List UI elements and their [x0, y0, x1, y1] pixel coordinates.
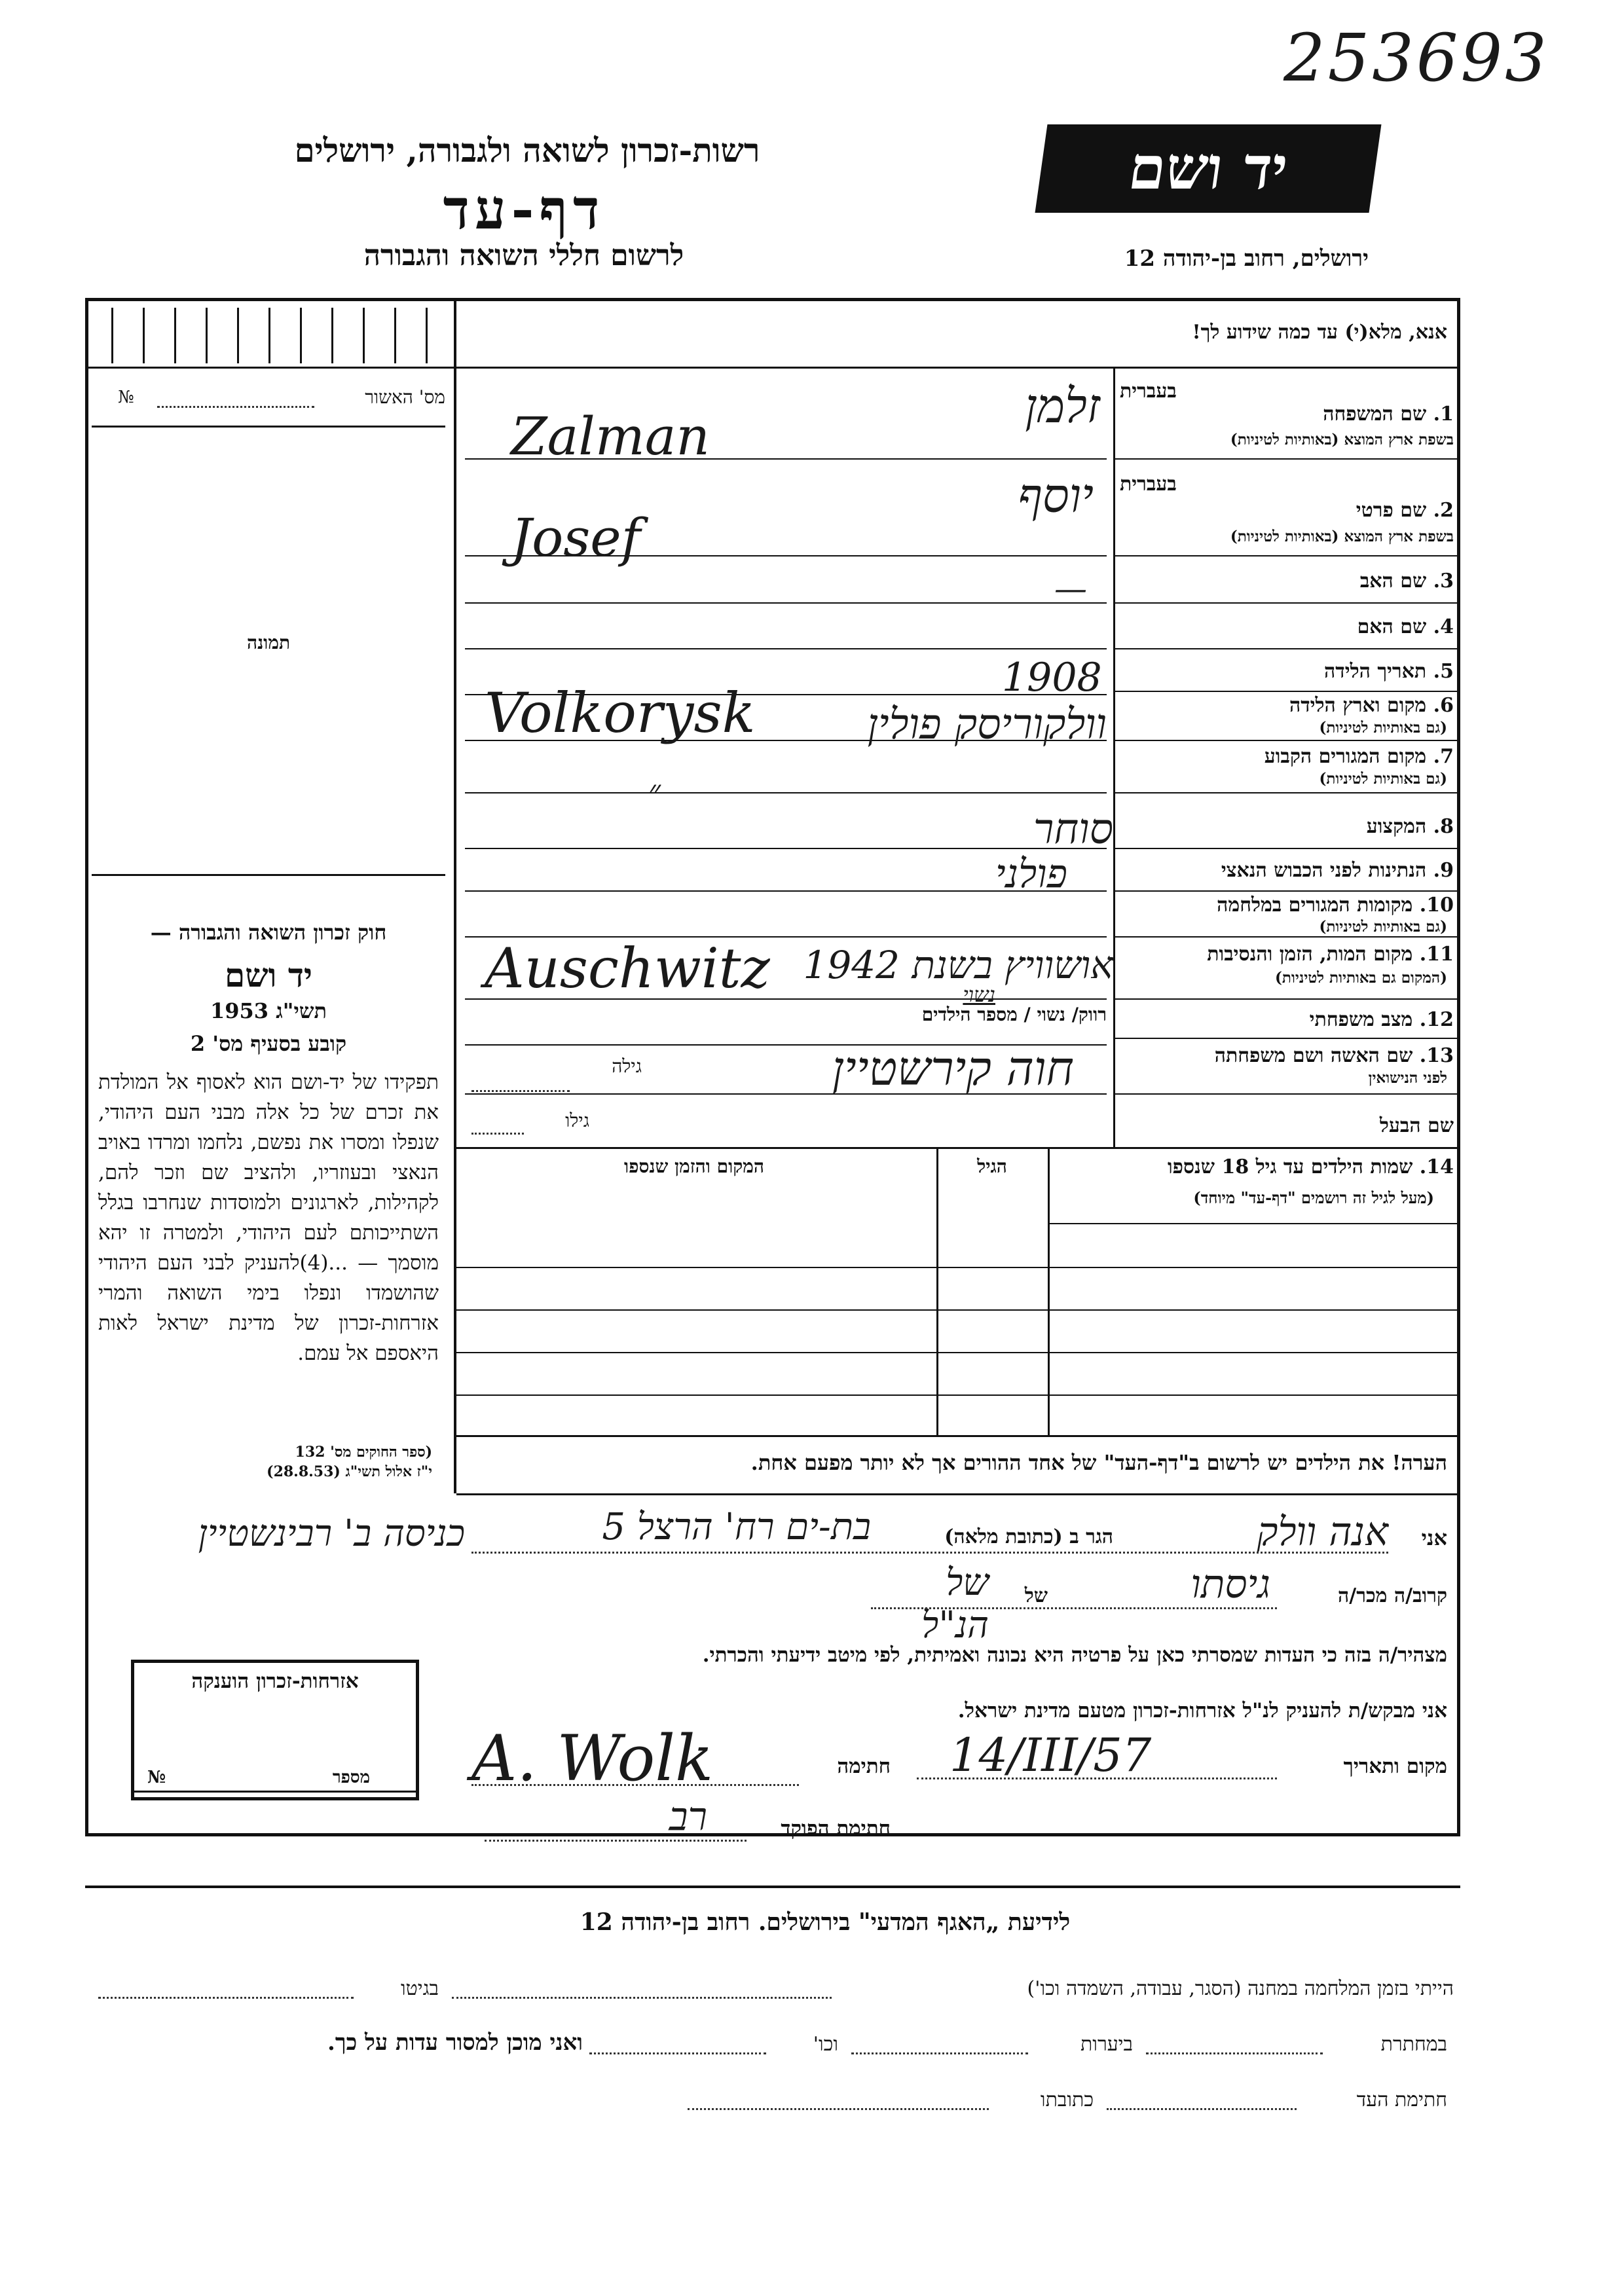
authority-title: רשות-זכרון לשואה ולגבורה, ירושלים — [294, 131, 760, 170]
header-address: ירושלים, רחוב בן-יהודה 12 — [1124, 246, 1369, 272]
place-date-label: מקום ותאריך — [1343, 1755, 1447, 1778]
official-signature: רב — [669, 1794, 707, 1840]
instructions: אנא, מלא(י) עד כמה שידוע לך! — [1192, 321, 1447, 344]
field-1-sub: בשפת ארץ המוצא (באותיות לטיניות) — [1230, 431, 1454, 448]
field-3-label: 3. שם האב — [1359, 570, 1454, 592]
declaration-date: 14/III/57 — [950, 1728, 1152, 1782]
firstname-latin: Josef — [511, 507, 641, 568]
request: אני מבקש/ת להעניק לנ"ל אזרחות-זכרון מטעם מדינת ישראל. — [957, 1699, 1447, 1722]
footer-etc: וכו' — [813, 2033, 838, 2056]
death-place-latin: Auschwitz — [485, 936, 770, 1000]
children-subtitle: (מעל לגיל זה רושמים "דף-עד" מיוחד) — [1193, 1188, 1434, 1207]
citizenship-box-title: אזרחות-זכרון הוענקה — [191, 1669, 359, 1693]
declarant-relation: גיסתו — [1190, 1561, 1270, 1607]
resides-label: הגר ב (כתובת מלאה) — [944, 1525, 1113, 1548]
citizenship-number-sign: № — [147, 1768, 166, 1787]
field-2-sub: בשפת ארץ המוצא (באותיות לטיניות) — [1230, 528, 1454, 545]
children-place-header: המקום והזמן שנספו — [624, 1156, 764, 1177]
field-6-sub: (גם באותיות לטיניות) — [1319, 719, 1447, 737]
law-clause: קובע בסעיף מס' 2 — [190, 1031, 347, 1056]
witness-address-label: כתובתו — [1040, 2088, 1094, 2111]
surname-latin: Zalman — [511, 406, 710, 467]
firstname-hebrew: יוסף — [1018, 468, 1094, 523]
field-1-label: 1. שם המשפחה — [1323, 403, 1454, 426]
field-4-label: 4. שם האם — [1357, 615, 1454, 638]
approval-grid — [111, 308, 439, 363]
field-2-label: 2. שם פרטי — [1356, 499, 1454, 522]
husband-age-label: גילו — [565, 1110, 589, 1131]
law-name: יד ושם — [225, 956, 312, 994]
signature-label: חתימה — [837, 1755, 891, 1778]
citizenship-number-label: מספר — [332, 1768, 370, 1787]
marital-status-mark: נשוי — [963, 982, 995, 1007]
statement: מצהיר/ה בזה כי העדות שמסרתי כאן על פרטיה היא נכונה ואמיתית, לפי מיטב ידיעתי והכרתי. — [702, 1643, 1447, 1667]
official-label: חתימת הפוקד — [781, 1817, 891, 1840]
birthplace-hebrew: וולקוריסק פולין — [867, 701, 1107, 749]
relation-label: קרוב/ה מכר/ה — [1338, 1584, 1447, 1607]
field-11-sub: (המקום גם באותיות לטיניות) — [1275, 969, 1447, 987]
law-citation-2: י"ז אלול תשי"ג (28.8.53) — [267, 1463, 432, 1480]
children-age-header: הגיל — [977, 1156, 1007, 1177]
law-title: חוק זכרון השואה והגבורה — — [150, 920, 387, 945]
residence-ditto: ״ — [648, 773, 661, 811]
margin-note: כניסה ב' רבינשטיין — [198, 1512, 465, 1555]
field-5-label: 5. תאריך הלידה — [1324, 660, 1454, 683]
field-10-sub: (גם באותיות לטיניות) — [1319, 918, 1447, 936]
father-name: — — [1054, 570, 1087, 608]
footer-line1: הייתי בזמן המלחמה במחנה (הסגר, עבודה, השמדה וכו') — [1027, 1977, 1454, 2000]
field-7-label: 7. מקום המגורים הקבוע — [1264, 745, 1454, 768]
field-13-sub: לפני הנישואין — [1368, 1069, 1447, 1087]
photo-label: תמונה — [246, 632, 291, 653]
field-13-label: 13. שם האשה ושם משפחתה — [1214, 1044, 1454, 1067]
field-1-tag: בעברית — [1120, 380, 1177, 403]
approval-number-label: מס' האשור — [365, 386, 445, 408]
footer-title: לידיעת „האגף המדעי" בירושלים. רחוב בן-יהודה 12 — [580, 1908, 1071, 1936]
declarant-name: אנה וולק — [1257, 1509, 1388, 1555]
yad-vashem-logo — [1035, 124, 1382, 213]
logo-text: יד ושם — [1124, 134, 1293, 203]
witness-signature-label: חתימת העד — [1356, 2088, 1447, 2111]
marital-options: רווק/ נשוי / מספר הילדים — [921, 1004, 1107, 1025]
death-place-hebrew: אושוויץ בשנת 1942 — [803, 943, 1113, 987]
declaration-i: אני — [1421, 1525, 1447, 1550]
field-9-label: 9. הנתינות לפני הכבוש הנאצי — [1221, 859, 1454, 882]
field-11-label: 11. מקום המות, הזמן והנסיבות — [1207, 943, 1454, 966]
field-10-label: 10. מקומות המגורים במלחמה — [1217, 894, 1454, 917]
citizenship: פולני — [995, 851, 1067, 897]
declarant-signature: A. Wolk — [471, 1722, 714, 1795]
wife-name: חוה קירשטיין — [832, 1041, 1074, 1096]
field-6-label: 6. מקום וארץ הלידה — [1289, 694, 1454, 717]
law-citation-1: (ספר החוקים מס' 132 — [295, 1444, 432, 1461]
birth-year: 1908 — [1002, 655, 1102, 701]
document-number: 253693 — [1283, 20, 1549, 96]
declarant-address: בת-ים רח' הרצל 5 — [602, 1506, 871, 1548]
field-2-tag: בעברית — [1120, 473, 1177, 496]
law-year: תשי"ג 1953 — [210, 998, 327, 1023]
citizenship-box — [131, 1660, 419, 1800]
field-7-sub: (גם באותיות לטיניות) — [1319, 770, 1447, 788]
profession: סוחר — [1033, 805, 1113, 854]
children-title: 14. שמות הילדים עד גיל 18 שנספו — [1167, 1156, 1454, 1178]
form-title: דף-עד — [443, 177, 605, 242]
form-subtitle: לרשום חללי השואה והגבורה — [363, 239, 684, 272]
birthplace-latin: Volkorysk — [485, 681, 756, 745]
field-husband-label: שם הבעל — [1379, 1114, 1454, 1137]
footer-ghetto: בגיטו — [400, 1977, 439, 2000]
of-label: של — [1024, 1584, 1048, 1607]
footer-forests: ביערות — [1080, 2033, 1133, 2056]
declarant-of: של הנ"ל — [921, 1561, 989, 1647]
field-12-label: 12. מצב משפחתי — [1309, 1008, 1454, 1031]
approval-number-sign: № — [118, 388, 134, 407]
wife-age-label: גילה — [612, 1055, 642, 1077]
law-body: תפקידו של יד-ושם הוא לאסוף אל המולדת את זכרם של כל אלה מבני העם היהודי, שנפלו ומסרו את נפשם, נלחמו ומרדו באויב הנאצי ובעוזריו, ולהציב שם וזכר להם, לקהילות, לארגונים ולמוסדות שנחרבו בגלל השתייכותם לעם היהודי, ולמטרה זו יהא מוסמך — ...(4)להעניק לבני העם היהודי שהושמדו ונפלו בימי השואה והמרי אזרחות-זכרון של מדינת ישראל לאות היאספם אל עמם. — [98, 1070, 439, 1365]
field-8-label: 8. המקצוע — [1366, 815, 1454, 838]
footer-testimony: ואני מוכן למסור עדות על כך. — [327, 2030, 583, 2056]
children-note: הערה! את הילדים יש לרשום ב"דף-העד" של אחד ההורים אך לא יותר מפעם אחת. — [750, 1450, 1447, 1475]
surname-hebrew: זלמן — [1025, 378, 1100, 433]
footer-underground: במחתרת — [1380, 2033, 1447, 2056]
